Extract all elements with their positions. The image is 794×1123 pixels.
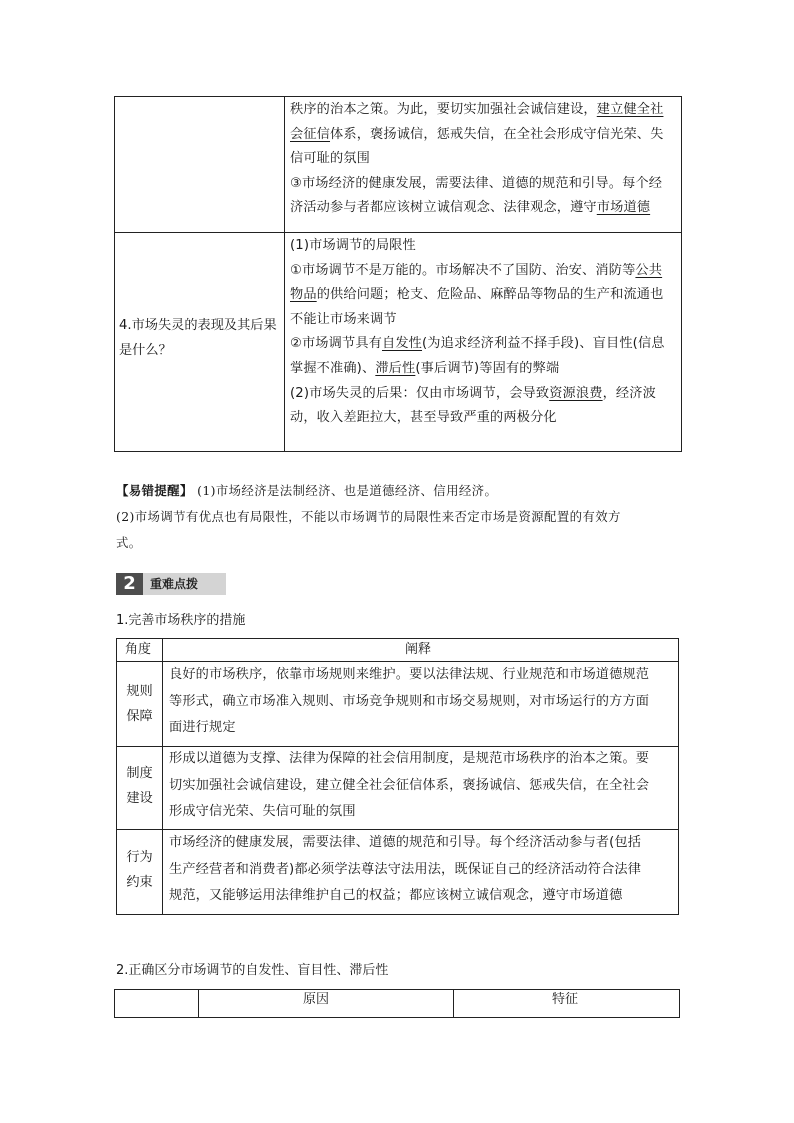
text-run: ，经济波 xyxy=(602,385,656,401)
text-run: (2)市场失灵的后果：仅由市场调节，会导致 xyxy=(290,385,550,401)
column-divider xyxy=(198,990,199,1017)
row-label-line: 约束 xyxy=(126,874,153,890)
text-run: (事后调节)等固有的弊端 xyxy=(415,360,560,376)
text-line xyxy=(290,308,679,333)
row-line: 生产经营者和消费者)都必须学法尊法守法用法，既保证自己的经济活动符合法律 xyxy=(169,861,642,877)
text-line xyxy=(290,332,679,357)
row-text-system xyxy=(169,746,675,826)
measures-table xyxy=(116,638,679,915)
text-run: 动，收入差距拉大，甚至导致严重的两极分化 xyxy=(290,410,557,426)
row-label-line: 规则 xyxy=(126,684,153,699)
row-label-line: 制度 xyxy=(126,766,153,781)
section-heading: 重难点拨 xyxy=(150,577,199,591)
text-run: ①市场调节不是万能的。市场解决不了国防、治安、消防等 xyxy=(290,262,636,278)
text-line xyxy=(290,382,679,407)
section-2-title: 2.正确区分市场调节的自发性、盲目性、滞后性 xyxy=(116,963,389,978)
underlined-answer: 建立健全社 xyxy=(596,102,664,117)
tip-line-1: (1)市场经济是法制经济、也是道德经济、信用经济。 xyxy=(197,483,498,498)
row-line: 形成守信光荣、失信可耻的氛围 xyxy=(169,804,356,819)
row-label-system xyxy=(117,762,162,811)
header-cause: 原因 xyxy=(303,992,330,1007)
underlined-answer: 资源浪费 xyxy=(549,385,603,401)
text-line xyxy=(290,357,679,382)
row-line: 规范，又能够运用法律维护自己的权益；都应该树立诚信观念，遵守市场道德 xyxy=(169,888,623,903)
row-line: 市场经济的健康发展，需要法律、道德的规范和引导。每个经济活动参与者(包括 xyxy=(169,835,642,850)
row-label-line: 保障 xyxy=(126,708,153,724)
text-line xyxy=(290,172,679,197)
text-run: (1)市场调节的局限性 xyxy=(290,238,416,253)
underlined-answer: 滞后性 xyxy=(375,360,416,376)
text-run: ②市场调节具有 xyxy=(290,336,382,352)
text-line xyxy=(290,259,679,284)
underlined-answer: 自发性 xyxy=(382,336,423,352)
underlined-answer: 物品 xyxy=(290,287,317,303)
comparison-table xyxy=(114,989,680,1018)
row-line: 形成以道德为支撑、法律为保障的社会信用制度，是规范市场秩序的治本之策。要 xyxy=(169,751,650,766)
text-run: 济活动参与者都应该树立诚信观念、法律观念，遵守 xyxy=(290,200,597,216)
section-banner xyxy=(116,573,222,595)
row-label-behavior xyxy=(117,846,162,895)
header-angle: 角度 xyxy=(125,642,152,657)
section-number: 2 xyxy=(116,573,143,595)
column-divider xyxy=(162,639,163,914)
qa-table xyxy=(114,96,682,452)
text-run: 掌握不准确)、 xyxy=(290,360,376,376)
header-explanation: 阐释 xyxy=(405,642,432,657)
text-line xyxy=(290,234,679,259)
tip-line-2: (2)市场调节有优点也有局限性，不能以市场调节的局限性来否定市场是资源配置的有效方 xyxy=(116,509,621,524)
text-line xyxy=(290,196,679,221)
column-divider xyxy=(284,97,285,451)
header-feature: 特征 xyxy=(552,992,579,1007)
text-run: 的供给问题；枪支、危险品、麻醉品等物品的生产和流通也 xyxy=(316,287,664,303)
text-run: 信可耻的氛围 xyxy=(290,151,371,167)
text-line xyxy=(290,98,679,123)
text-run: 秩序的治本之策。为此，要切实加强社会诚信建设， xyxy=(290,102,597,117)
text-line xyxy=(290,123,679,148)
row-line: 良好的市场秩序，依靠市场规则来维护。要以法律法规、行业规范和市场道德规范 xyxy=(169,667,650,682)
row-divider xyxy=(115,232,681,233)
answer-cell-continued xyxy=(290,98,679,221)
text-run: ③市场经济的健康发展，需要法律、道德的规范和引导。每个经 xyxy=(290,175,663,191)
underlined-answer: 会征信 xyxy=(290,126,331,142)
row-text-rules xyxy=(169,662,675,742)
row-label-line: 行为 xyxy=(126,850,153,865)
text-line xyxy=(290,406,679,431)
underlined-answer: 市场道德 xyxy=(596,200,651,216)
text-line xyxy=(290,147,679,172)
text-line xyxy=(290,283,679,308)
section-1-title: 1.完善市场秩序的措施 xyxy=(116,613,246,628)
row-text-behavior xyxy=(169,830,675,910)
row-label-line: 建设 xyxy=(126,790,153,806)
row-line: 等形式，确立市场准入规则、市场竞争规则和市场交易规则，对市场运行的方方面 xyxy=(169,693,650,709)
error-tip xyxy=(116,478,682,556)
row-line: 面进行规定 xyxy=(169,720,236,735)
text-run: 体系，褒扬诚信，惩戒失信，在全社会形成守信光荣、失 xyxy=(330,126,664,142)
row-line: 切实加强社会诚信建设，建立健全社会征信体系，褒扬诚信、惩戒失信，在全社会 xyxy=(169,777,650,793)
tip-line-3: 式。 xyxy=(116,535,142,550)
question-4: 4.市场失灵的表现及其后果是什么？ xyxy=(119,318,277,358)
text-run: 不能让市场来调节 xyxy=(290,311,397,327)
text-run: (为追求经济利益不择手段)、盲目性(信息 xyxy=(422,336,665,352)
row-label-rules xyxy=(117,680,162,729)
tip-tag: 【易错提醒】 xyxy=(116,483,193,498)
answer-cell-4 xyxy=(290,234,679,431)
column-divider xyxy=(453,990,454,1017)
underlined-answer: 公共 xyxy=(635,262,663,278)
